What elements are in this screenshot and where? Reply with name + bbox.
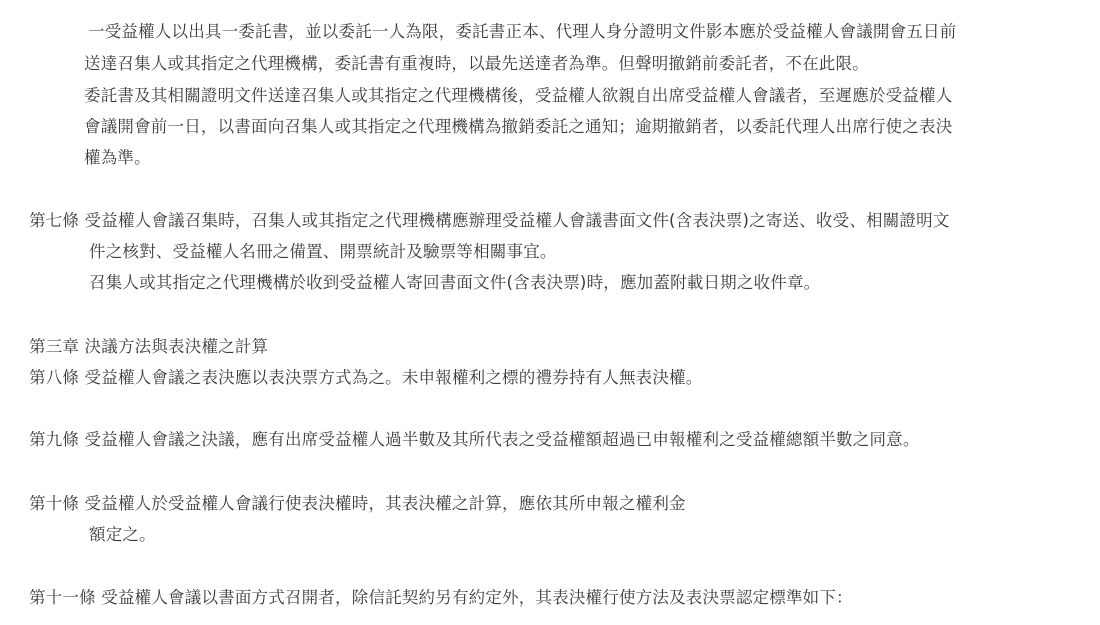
paragraph-line: 一受益權人以出具一委託書，並以委託一人為限，委託書正本、代理人身分證明文件影本應於受益權人會議開會五日前 [88,22,957,41]
paragraph-line: 委託書及其相關證明文件送達召集人或其指定之代理機構後，受益權人欲親自出席受益權人會議者，至遲應於受益權人 [84,86,953,105]
paragraph-line: 送達召集人或其指定之代理機構，委託書有重複時，以最先送達者為準。但聲明撤銷前委託者，不在此限。 [84,54,869,73]
chapter-heading: 第三章 決議方法與表決權之計算 [29,337,269,356]
paragraph-line: 件之核對、受益權人名冊之備置、開票統計及驗票等相關事宜。 [89,242,557,261]
article-11: 第十一條 受益權人會議以書面方式召開者，除信託契約另有約定外，其表決權行使方法及表決票認定標準如下： [29,588,853,607]
article-9: 第九條 受益權人會議之決議，應有出席受益權人過半數及其所代表之受益權額超過已申報權利之受益權總額半數之同意。 [29,430,920,449]
paragraph-line: 額定之。 [89,525,156,544]
paragraph-line: 召集人或其指定之代理機構於收到受益權人寄回書面文件(含表決票)時，應加蓋附載日期之收件章。 [89,273,821,292]
article-7: 第七條 受益權人會議召集時，召集人或其指定之代理機構應辦理受益權人會議書面文件(含表決票)之寄送、收受、相關證明文 [29,211,950,230]
paragraph-line: 會議開會前一日，以書面向召集人或其指定之代理機構為撤銷委託之通知；逾期撤銷者，以委託代理人出席行使之表決 [84,117,953,136]
article-10: 第十條 受益權人於受益權人會議行使表決權時，其表決權之計算，應依其所申報之權利金 [29,494,686,513]
paragraph-line: 權為準。 [84,148,151,167]
article-8: 第八條 受益權人會議之表決應以表決票方式為之。未申報權利之標的禮券持有人無表決權。 [29,368,703,387]
